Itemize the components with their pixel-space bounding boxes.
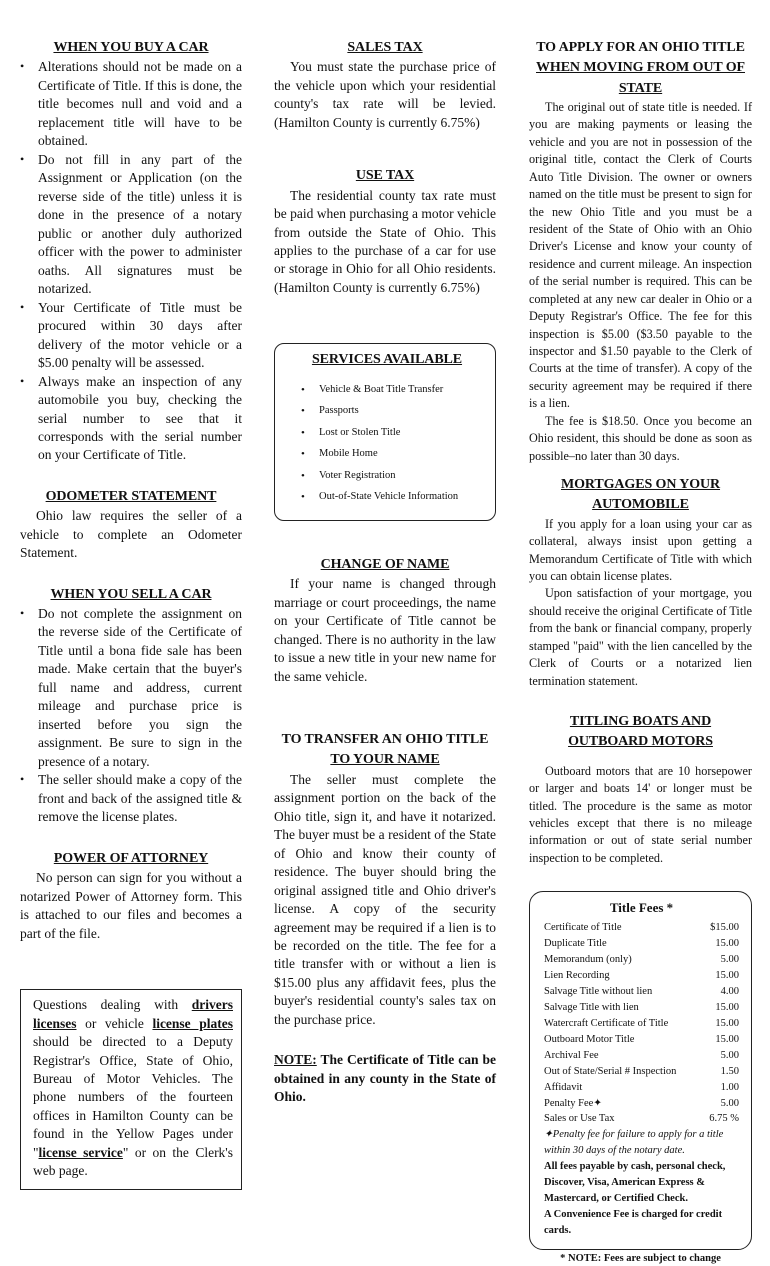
- fee-label: Memorandum (only): [544, 953, 632, 965]
- fee-label: Watercraft Certificate of Title: [544, 1017, 669, 1029]
- boats-heading-line1: TITLING BOATS AND: [569, 714, 712, 730]
- fee-label: Duplicate Title: [544, 937, 607, 949]
- mortgages-text-1: If you apply for a loan using your car as collateral, always insist upon getting a Memorandum Certificate of Title with which you can obtain license plates.: [529, 516, 752, 583]
- services-box: [274, 343, 496, 520]
- fee-label: Salvage Title with lien: [544, 1001, 639, 1013]
- fee-amount: 6.75 %: [709, 1113, 739, 1125]
- fee-amount: 15.00: [715, 969, 739, 981]
- transfer-title-heading: [274, 730, 496, 771]
- fee-label: Certificate of Title: [544, 922, 622, 934]
- drivers-licenses-keyword: drivers licenses: [33, 997, 233, 1031]
- power-attorney-text: No person can sign for you without a notarized Power of Attorney form. This is attached to our files and becomes a part of the file.: [20, 870, 242, 941]
- service-item: • Lost or Stolen Title: [319, 422, 485, 444]
- title-fees-box: [529, 891, 752, 1250]
- fee-amount: 5.00: [720, 1049, 739, 1061]
- penalty-note: ✦Penalty fee for failure to apply for a title within 30 days of the notary date.: [544, 1129, 724, 1157]
- fee-amount: 1.00: [720, 1081, 739, 1093]
- mortgages-heading: MORTGAGES ON YOUR AUTOMOBILE: [560, 477, 721, 513]
- change-name-text: If your name is changed through marriage or court proceedings, the name on your Certificate of Title cannot be changed. There is no authority in the law to issue a new title in your new name for the same vehicle.: [274, 576, 496, 684]
- note-text: The Certificate of Title can be obtained in any county in the State of Ohio.: [274, 1052, 496, 1105]
- fee-amount: 15.00: [715, 937, 739, 949]
- buy-car-heading: WHEN YOU BUY A CAR: [53, 40, 209, 55]
- fee-row: [544, 968, 739, 984]
- payment-note: All fees payable by cash, personal check, Discover, Visa, American Express & Mastercard, or Certified Check.: [544, 1161, 726, 1205]
- apply-title-heading: [529, 38, 752, 99]
- list-item: • Your Certificate of Title must be procured within 30 days after delivery of the motor vehicle or a $5.00 penalty will be assessed.: [20, 299, 242, 373]
- boats-heading-line2: OUTBOARD MOTORS: [568, 734, 713, 750]
- fee-row: [544, 952, 739, 968]
- column-right: [529, 38, 752, 1266]
- boats-text: Outboard motors that are 10 horsepower or larger and boats 14' or longer must be titled. The procedure is the same as motor vehicles except that there is no mileage information or out of state serial number inspection to be completed.: [529, 763, 752, 865]
- fee-amount: 5.00: [720, 953, 739, 965]
- use-tax-text: The residential county tax rate must be paid when purchasing a motor vehicle from outside the State of Ohio. This applies to the purchase of a car for use or storage in Ohio for all Ohio residents. (Hamilton County is currently 6.75%): [274, 187, 496, 295]
- fee-label: Out of State/Serial # Inspection: [544, 1065, 677, 1077]
- fee-row: [544, 920, 739, 936]
- fee-row: [544, 1032, 739, 1048]
- apply-title-text: The original out of state title is needed. If you are making payments or leasing the vehicle and you are not in possession of the original title, contact the Clerk of Courts Auto Title Division. The owner or owners named on the title must be present to sign for the new Ohio Title and you must be a resident of the State of Ohio with an Ohio Driver's License and know your county of residence and current mileage. An inspection of the serial number is required. This can be completed at any new car dealer in Ohio or a Deputy Registrar's Office. The fee for this inspection is $5.00 ($3.50 payable to the inspector and $1.50 payable to the Clerk of Courts at the time of transfer). A copy of the security agreement may be required if there is a lien.: [529, 99, 752, 411]
- apply-title-heading-line1: TO APPLY FOR AN OHIO TITLE: [536, 40, 745, 55]
- service-item: • Passports: [319, 400, 485, 422]
- list-item: • Do not complete the assignment on the reverse side of the Certificate of Title until a bona fide sale has been made. Make certain that the buyer's full name and address, current mileage and purchase price is inserted before you sign the assignment. Be sure to sign in the presence of a notary.: [20, 605, 242, 771]
- fee-amount: $15.00: [710, 922, 739, 934]
- fee-amount: 15.00: [715, 1017, 739, 1029]
- buy-car-list: [20, 58, 242, 465]
- service-item: • Vehicle & Boat Title Transfer: [319, 379, 485, 401]
- fee-row: [544, 984, 739, 1000]
- fee-row: [544, 1048, 739, 1064]
- convenience-note: A Convenience Fee is charged for credit cards.: [544, 1209, 723, 1237]
- list-item: • Always make an inspection of any automobile you buy, checking the serial number to see that it corresponds with the serial number on your Certificate of Title.: [20, 373, 242, 465]
- fee-amount: 15.00: [715, 1033, 739, 1045]
- fee-row: [544, 936, 739, 952]
- mortgages-text-2: Upon satisfaction of your mortgage, you should receive the original Certificate of Title from the bank or financial company, properly stamped "paid" with the lien cancelled by the Clerk of Courts or a notarized lien termination statement.: [529, 586, 752, 688]
- fee-row: [544, 1111, 739, 1127]
- apply-title-heading-line2: WHEN MOVING FROM OUT OF STATE: [536, 60, 745, 96]
- services-heading: SERVICES AVAILABLE: [311, 352, 463, 368]
- change-name-heading: CHANGE OF NAME: [320, 556, 450, 572]
- fee-amount: 15.00: [715, 1001, 739, 1013]
- fee-label: Affidavit: [544, 1081, 583, 1093]
- fee-label: Sales or Use Tax: [544, 1113, 615, 1125]
- odometer-heading: ODOMETER STATEMENT: [45, 488, 217, 504]
- fee-label: Lien Recording: [544, 969, 610, 981]
- fee-amount: 5.00: [720, 1097, 739, 1109]
- fees-subject-note: * NOTE: Fees are subject to change: [560, 1253, 721, 1265]
- fee-label: Archival Fee: [544, 1049, 599, 1061]
- fee-label: Salvage Title without lien: [544, 985, 653, 997]
- questions-text: or vehicle: [76, 1015, 153, 1031]
- power-attorney-heading: POWER OF ATTORNEY: [53, 850, 209, 866]
- questions-text: " or on the Clerk's web page.: [33, 1144, 233, 1179]
- list-item: • Alterations should not be made on a Certificate of Title. If this is done, the title becomes null and void and a replacement title will have to be obtained.: [20, 58, 242, 150]
- note-label: NOTE:: [274, 1052, 317, 1068]
- fee-row: [544, 1064, 739, 1080]
- service-item: • Out-of-State Vehicle Information: [319, 486, 485, 508]
- sell-car-heading: WHEN YOU SELL A CAR: [50, 586, 212, 602]
- odometer-text: Ohio law requires the seller of a vehicle to complete an Odometer Statement.: [20, 508, 242, 561]
- fees-title: Title Fees *: [609, 900, 674, 916]
- transfer-title-heading-line1: TO TRANSFER AN OHIO TITLE: [281, 732, 489, 748]
- list-item: • The seller should make a copy of the front and back of the assigned title & remove the license plates.: [20, 771, 242, 826]
- use-tax-heading: USE TAX: [355, 168, 415, 184]
- questions-text: should be directed to a Deputy Registrar's Office, State of Ohio, Bureau of Motor Vehicles. The phone numbers of the fourteen offices in Hamilton County can be found in the Yellow Pages under ": [33, 1034, 233, 1160]
- license-service-keyword: license service: [38, 1144, 123, 1160]
- license-plates-keyword: license plates: [152, 1015, 233, 1031]
- transfer-title-text: The seller must complete the assignment portion on the back of the Ohio title, sign it, and have it notarized. The buyer must be a resident of the State of Ohio and know their county of residence. The buyer should bring the original assigned title and Ohio driver's license. A copy of the security agreement may be required if a lien is to be recorded on the title. The fee for a title transfer with or without a lien is $15.00 plus any affidavit fees, plus the buyer's residential county's sales tax on the purchase price.: [274, 771, 496, 1027]
- sales-tax-heading: SALES TAX: [347, 40, 423, 55]
- fee-row: [544, 1096, 739, 1112]
- fee-amount: 1.50: [720, 1065, 739, 1077]
- sell-car-list: [20, 605, 242, 827]
- service-item: • Mobile Home: [319, 443, 485, 465]
- list-item: • Do not fill in any part of the Assignment or Application (on the reverse side of the title) unless it is done in the presence of a notary public or another duly authorized officer with the power to administer oaths. All signatures must be notarized.: [20, 151, 242, 299]
- questions-text: Questions dealing with: [33, 997, 192, 1013]
- services-list: [289, 379, 485, 508]
- fee-label: Outboard Motor Title: [544, 1033, 635, 1045]
- sales-tax-text: You must state the purchase price of the vehicle upon which your residential county's tax rate will be levied. (Hamilton County is currently 6.75%): [274, 59, 496, 130]
- fee-row: [544, 1080, 739, 1096]
- column-left: [20, 38, 242, 1190]
- column-middle: [274, 38, 496, 1107]
- questions-box: [20, 989, 242, 1190]
- fee-row: [544, 1000, 739, 1016]
- service-item: • Voter Registration: [319, 465, 485, 487]
- boats-heading: [529, 712, 752, 753]
- apply-title-fee-text: The fee is $18.50. Once you become an Ohio resident, this should be done as soon as possible–no later than 30 days.: [529, 413, 752, 463]
- transfer-title-note: [274, 1051, 496, 1106]
- fee-amount: 4.00: [720, 985, 739, 997]
- fee-label: Penalty Fee✦: [544, 1097, 603, 1109]
- transfer-title-heading-line2: TO YOUR NAME: [330, 752, 440, 768]
